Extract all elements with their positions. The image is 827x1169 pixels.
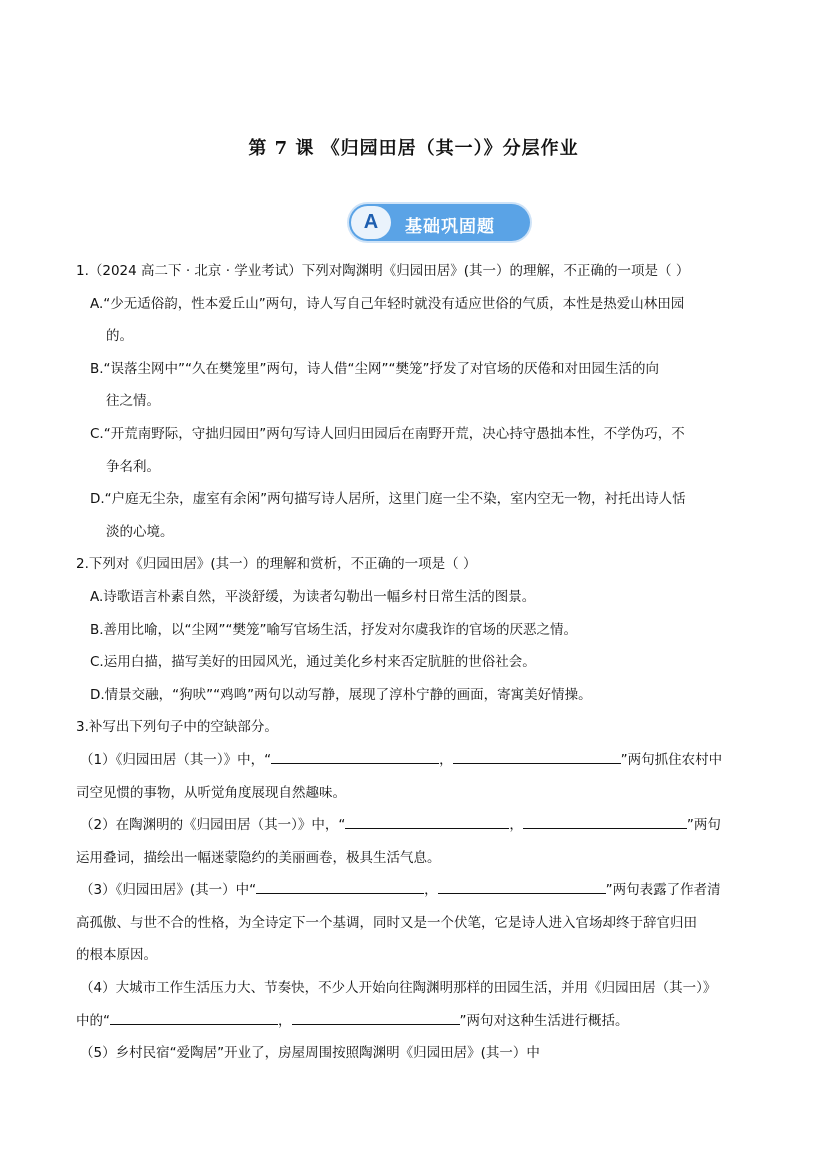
q3-sub4-cont xyxy=(76,1008,756,1041)
badge-letter: A xyxy=(363,211,379,233)
q1-option-c: C.“开荒南野际，守拙归园田”两句写诗人回归田园后在南野开荒，决心持守愚拙本性，不学伪巧，不 xyxy=(90,425,685,442)
badge-letter-circle xyxy=(351,206,391,239)
q3-sub4-comma: ， xyxy=(278,1012,292,1029)
q2-option-d: D.情景交融，“狗吠”“鸡鸣”两句以动写静，展现了淳朴宁静的画面，寄寓美好情操。 xyxy=(90,686,592,703)
section-badge xyxy=(349,204,530,241)
q3-sub1 xyxy=(76,747,756,780)
q1-option-a-cont: 的。 xyxy=(106,328,133,345)
q3-stem: 3.补写出下列句子中的空缺部分。 xyxy=(76,719,278,736)
question-list xyxy=(76,258,756,1073)
q1-stem: 1.（2024 高二下 · 北京 · 学业考试）下列对陶渊明《归园田居》(其一）的理解，不正确的一项是（ ） xyxy=(76,263,690,279)
q3-sub2-cont: 运用叠词，描绘出一幅迷蒙隐约的美丽画卷，极具生活气息。 xyxy=(76,849,441,866)
q3-sub1-suffix: ”两句抓住农村中 xyxy=(620,751,723,768)
q3-sub3-comma: ， xyxy=(424,882,438,899)
q2-option-c: C.运用白描，描写美好的田园风光，通过美化乡村来否定肮脏的世俗社会。 xyxy=(90,654,536,671)
q3-sub3-prefix: （3）《归园田居》(其一）中“ xyxy=(80,882,257,899)
q3-sub4-blank-2[interactable] xyxy=(292,1010,460,1025)
q3-sub2 xyxy=(76,812,756,845)
q3-sub4-prefix: 中的“ xyxy=(76,1012,110,1029)
q3-sub2-blank-1[interactable] xyxy=(345,814,509,829)
q3-sub3-cont-2: 的根本原因。 xyxy=(76,947,157,964)
q3-sub3-blank-2[interactable] xyxy=(438,879,606,894)
q3-sub3-suffix: ”两句表露了作者清 xyxy=(605,882,721,899)
q3-sub3-cont-1: 高孤傲、与世不合的性格，为全诗定下一个基调，同时又是一个伏笔，它是诗人进入官场却终于辞官归田 xyxy=(76,914,697,931)
q1-option-b: B.“误落尘网中”“久在樊笼里”两句，诗人借“尘网”“樊笼”抒发了对官场的厌倦和对田园生活的向 xyxy=(90,360,660,377)
badge-label: 基础巩固题 xyxy=(405,217,495,237)
q1-option-d: D.“户庭无尘杂，虚室有余闲”两句描写诗人居所，这里门庭一尘不染，室内空无一物，衬托出诗人恬 xyxy=(90,491,686,508)
q3-sub2-prefix: （2）在陶渊明的《归园田居（其一）》中，“ xyxy=(80,817,346,834)
q2-stem: 2.下列对《归园田居》(其一）的理解和赏析，不正确的一项是（ ） xyxy=(76,556,477,573)
q3-sub4-blank-1[interactable] xyxy=(110,1010,278,1025)
q3-sub1-comma: ， xyxy=(439,751,453,768)
q1-option-d-cont: 淡的心境。 xyxy=(106,523,174,540)
q3-sub3-blank-1[interactable] xyxy=(256,879,424,894)
q3-sub3 xyxy=(76,877,756,910)
q3-sub4-suffix: ”两句对这种生活进行概括。 xyxy=(459,1012,629,1029)
q3-sub4: （4）大城市工作生活压力大、节奏快，不少人开始向往陶渊明那样的田园生活，并用《归园田居（其一）》 xyxy=(80,980,717,997)
q1-option-c-cont: 争名利。 xyxy=(106,458,160,475)
q3-sub2-suffix: ”两句 xyxy=(686,817,721,834)
page-title: 第 7 课 《归园田居（其一）》分层作业 xyxy=(248,138,579,159)
q1-option-b-cont: 往之情。 xyxy=(106,393,160,410)
q1-option-a: A.“少无适俗韵，性本爱丘山”两句，诗人写自己年轻时就没有适应世俗的气质，本性是热爱山林田园 xyxy=(90,295,685,312)
q3-sub5: （5）乡村民宿“爱陶居”开业了，房屋周围按照陶渊明《归园田居》(其一）中 xyxy=(80,1045,540,1062)
q3-sub1-blank-1[interactable] xyxy=(271,749,439,764)
q3-sub2-blank-2[interactable] xyxy=(523,814,687,829)
q3-sub1-cont: 司空见惯的事物，从听觉角度展现自然趣味。 xyxy=(76,784,346,801)
q2-option-b: B.善用比喻，以“尘网”“樊笼”喻写官场生活，抒发对尔虞我诈的官场的厌恶之情。 xyxy=(90,621,578,638)
q3-sub1-blank-2[interactable] xyxy=(453,749,621,764)
q2-option-a: A.诗歌语言朴素自然，平淡舒缓，为读者勾勒出一幅乡村日常生活的图景。 xyxy=(90,588,536,605)
q3-sub1-prefix: （1）《归园田居（其一）》中，“ xyxy=(80,751,272,768)
q3-sub2-comma: ， xyxy=(509,817,523,834)
